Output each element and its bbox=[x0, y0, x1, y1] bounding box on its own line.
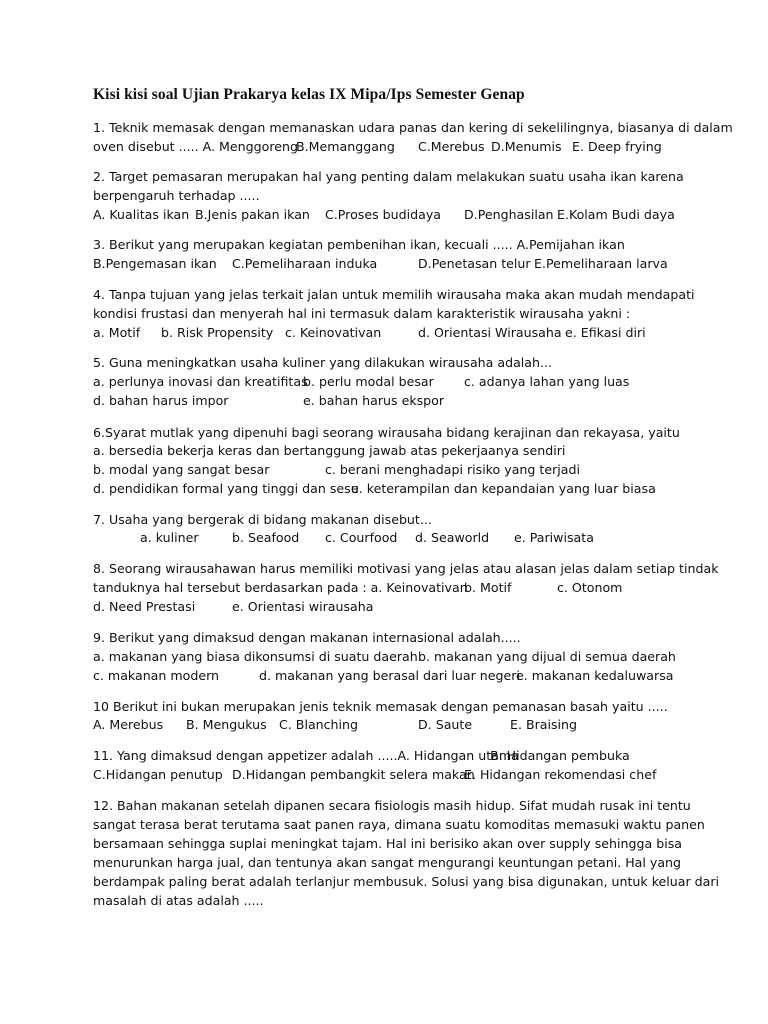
question-7-option-b: b. Seafood bbox=[232, 530, 300, 545]
question-9-option-d: d. makanan yang berasal dari luar negeri bbox=[259, 668, 520, 683]
question-10-stem: 10 Berikut ini bukan merupakan jenis teknik memasak dengan pemanasan basah yaitu ..... bbox=[93, 699, 668, 714]
question-10-option-c: C. Blanching bbox=[279, 717, 359, 732]
question-2-option-e: E.Kolam Budi daya bbox=[557, 207, 675, 222]
question-4-option-e: e. Efikasi diri bbox=[565, 325, 646, 340]
question-4-stem: 4. Tanpa tujuan yang jelas terkait jalan untuk memilih wirausaha maka akan mudah mendapati bbox=[93, 287, 695, 302]
question-1-stem-end: oven disebut ..... A. Menggoreng bbox=[93, 139, 298, 154]
question-6-option-c: c. berani menghadapi risiko yang terjadi bbox=[325, 462, 580, 477]
question-7-option-d: d. Seaworld bbox=[415, 530, 490, 545]
question-6-stem: 6.Syarat mutlak yang dipenuhi bagi seorang wirausaha bidang kerajinan dan rekayasa, yaitu bbox=[93, 425, 680, 440]
question-8-option-c: c. Otonom bbox=[557, 580, 623, 595]
question-8-option-d: d. Need Prestasi bbox=[93, 599, 196, 614]
question-10-option-a: A. Merebus bbox=[93, 717, 164, 732]
question-8-option-b: b. Motif bbox=[464, 580, 512, 595]
question-5-option-b: b. perlu modal besar bbox=[303, 374, 434, 389]
question-2-option-c: C.Proses budidaya bbox=[325, 207, 441, 222]
question-11-option-c: C.Hidangan penutup bbox=[93, 767, 223, 782]
question-4-stem-end: kondisi frustasi dan menyerah hal ini termasuk dalam karakteristik wirausaha yakni : bbox=[93, 306, 631, 321]
question-4-option-a: a. Motif bbox=[93, 325, 141, 340]
question-2-option-b: B.Jenis pakan ikan bbox=[195, 207, 310, 222]
question-2-option-a: A. Kualitas ikan bbox=[93, 207, 190, 222]
question-11-option-b: B. Hidangan pembuka bbox=[490, 748, 630, 763]
question-10-option-b: B. Mengukus bbox=[186, 717, 267, 732]
question-7-option-a: a. kuliner bbox=[140, 530, 199, 545]
question-4-option-c: c. Keinovativan bbox=[285, 325, 382, 340]
question-5-option-e: e. bahan harus ekspor bbox=[303, 393, 445, 408]
question-1-stem: 1. Teknik memasak dengan memanaskan udara panas dan kering di sekelilingnya, biasanya di dalam bbox=[93, 120, 733, 135]
question-10-option-e: E. Braising bbox=[510, 717, 578, 732]
question-7-option-e: e. Pariwisata bbox=[514, 530, 594, 545]
question-7-stem: 7. Usaha yang bergerak di bidang makanan disebut... bbox=[93, 512, 432, 527]
question-9-option-c: c. makanan modern bbox=[93, 668, 220, 683]
question-5-option-d: d. bahan harus impor bbox=[93, 393, 229, 408]
question-12-line-3: bersamaan sehingga suplai meningkat tajam. Hal ini berisiko akan over supply sehingga bisa bbox=[93, 836, 682, 851]
question-4-option-d: d. Orientasi Wirausaha bbox=[418, 325, 562, 340]
question-3-option-b: B.Pengemasan ikan bbox=[93, 256, 217, 271]
question-5-stem: 5. Guna meningkatkan usaha kuliner yang dilakukan wirausaha adalah... bbox=[93, 355, 553, 370]
question-12-line-6: masalah di atas adalah ..... bbox=[93, 893, 264, 908]
question-3-stem: 3. Berikut yang merupakan kegiatan pembenihan ikan, kecuali ..... A.Pemijahan ikan bbox=[93, 237, 625, 252]
question-12-line-5: berdampak paling berat adalah terlanjur membusuk. Solusi yang bisa digunakan, untuk keluar dari bbox=[93, 874, 720, 889]
question-11-option-d: D.Hidangan pembangkit selera makan bbox=[232, 767, 475, 782]
question-9-option-b: b. makanan yang dijual di semua daerah bbox=[418, 649, 676, 664]
question-1-option-e: E. Deep frying bbox=[572, 139, 662, 154]
question-5-option-c: c. adanya lahan yang luas bbox=[464, 374, 630, 389]
question-1-option-d: D.Menumis bbox=[491, 139, 562, 154]
question-7-option-c: c. Courfood bbox=[325, 530, 398, 545]
question-10-option-d: D. Saute bbox=[418, 717, 473, 732]
question-11-stem: 11. Yang dimaksud dengan appetizer adalah .....A. Hidangan utama bbox=[93, 748, 519, 763]
question-9-stem: 9. Berikut yang dimaksud dengan makanan internasional adalah..... bbox=[93, 630, 521, 645]
question-2-stem-end: berpengaruh terhadap ..... bbox=[93, 188, 260, 203]
document-title: Kisi kisi soal Ujian Prakarya kelas IX Mipa/Ips Semester Genap bbox=[93, 86, 525, 103]
question-8-stem: 8. Seorang wirausahawan harus memiliki motivasi yang jelas atau alasan jelas dalam setiap tindak bbox=[93, 561, 719, 576]
question-6-option-b: b. modal yang sangat besar bbox=[93, 462, 270, 477]
question-12-line-2: sangat terasa berat terutama saat panen raya, dimana suatu komoditas memasuki waktu panen bbox=[93, 817, 705, 832]
question-3-option-d: D.Penetasan telur bbox=[418, 256, 531, 271]
question-6-option-a: a. bersedia bekerja keras dan bertanggung jawab atas pekerjaanya sendiri bbox=[93, 443, 566, 458]
question-4-option-b: b. Risk Propensity bbox=[161, 325, 274, 340]
question-1-option-b: B.Memanggang bbox=[296, 139, 395, 154]
question-12-line-1: 12. Bahan makanan setelah dipanen secara fisiologis masih hidup. Sifat mudah rusak ini tentu bbox=[93, 798, 691, 813]
question-6-option-e: e. keterampilan dan kepandaian yang luar biasa bbox=[351, 481, 656, 496]
question-3-option-e: E.Pemeliharaan larva bbox=[534, 256, 668, 271]
question-2-stem: 2. Target pemasaran merupakan hal yang penting dalam melakukan suatu usaha ikan karena bbox=[93, 169, 684, 184]
question-9-option-e: e. makanan kedaluwarsa bbox=[516, 668, 674, 683]
question-1-option-c: C.Merebus bbox=[418, 139, 485, 154]
question-5-option-a: a. perlunya inovasi dan kreatifitas bbox=[93, 374, 308, 389]
question-12-line-4: menurunkan harga jual, dan tentunya akan sangat mengurangi keuntungan petani. Hal yang bbox=[93, 855, 682, 870]
question-11-option-e: E. Hidangan rekomendasi chef bbox=[464, 767, 657, 782]
question-3-option-c: C.Pemeliharaan induka bbox=[232, 256, 378, 271]
question-9-option-a: a. makanan yang biasa dikonsumsi di suatu daerah bbox=[93, 649, 418, 664]
question-8-stem-end: tanduknya hal tersebut berdasarkan pada : a. Keinovativan bbox=[93, 580, 468, 595]
question-6-option-d: d. pendidikan formal yang tinggi dan sesu bbox=[93, 481, 359, 496]
question-8-option-e: e. Orientasi wirausaha bbox=[232, 599, 374, 614]
question-2-option-d: D.Penghasilan bbox=[464, 207, 554, 222]
